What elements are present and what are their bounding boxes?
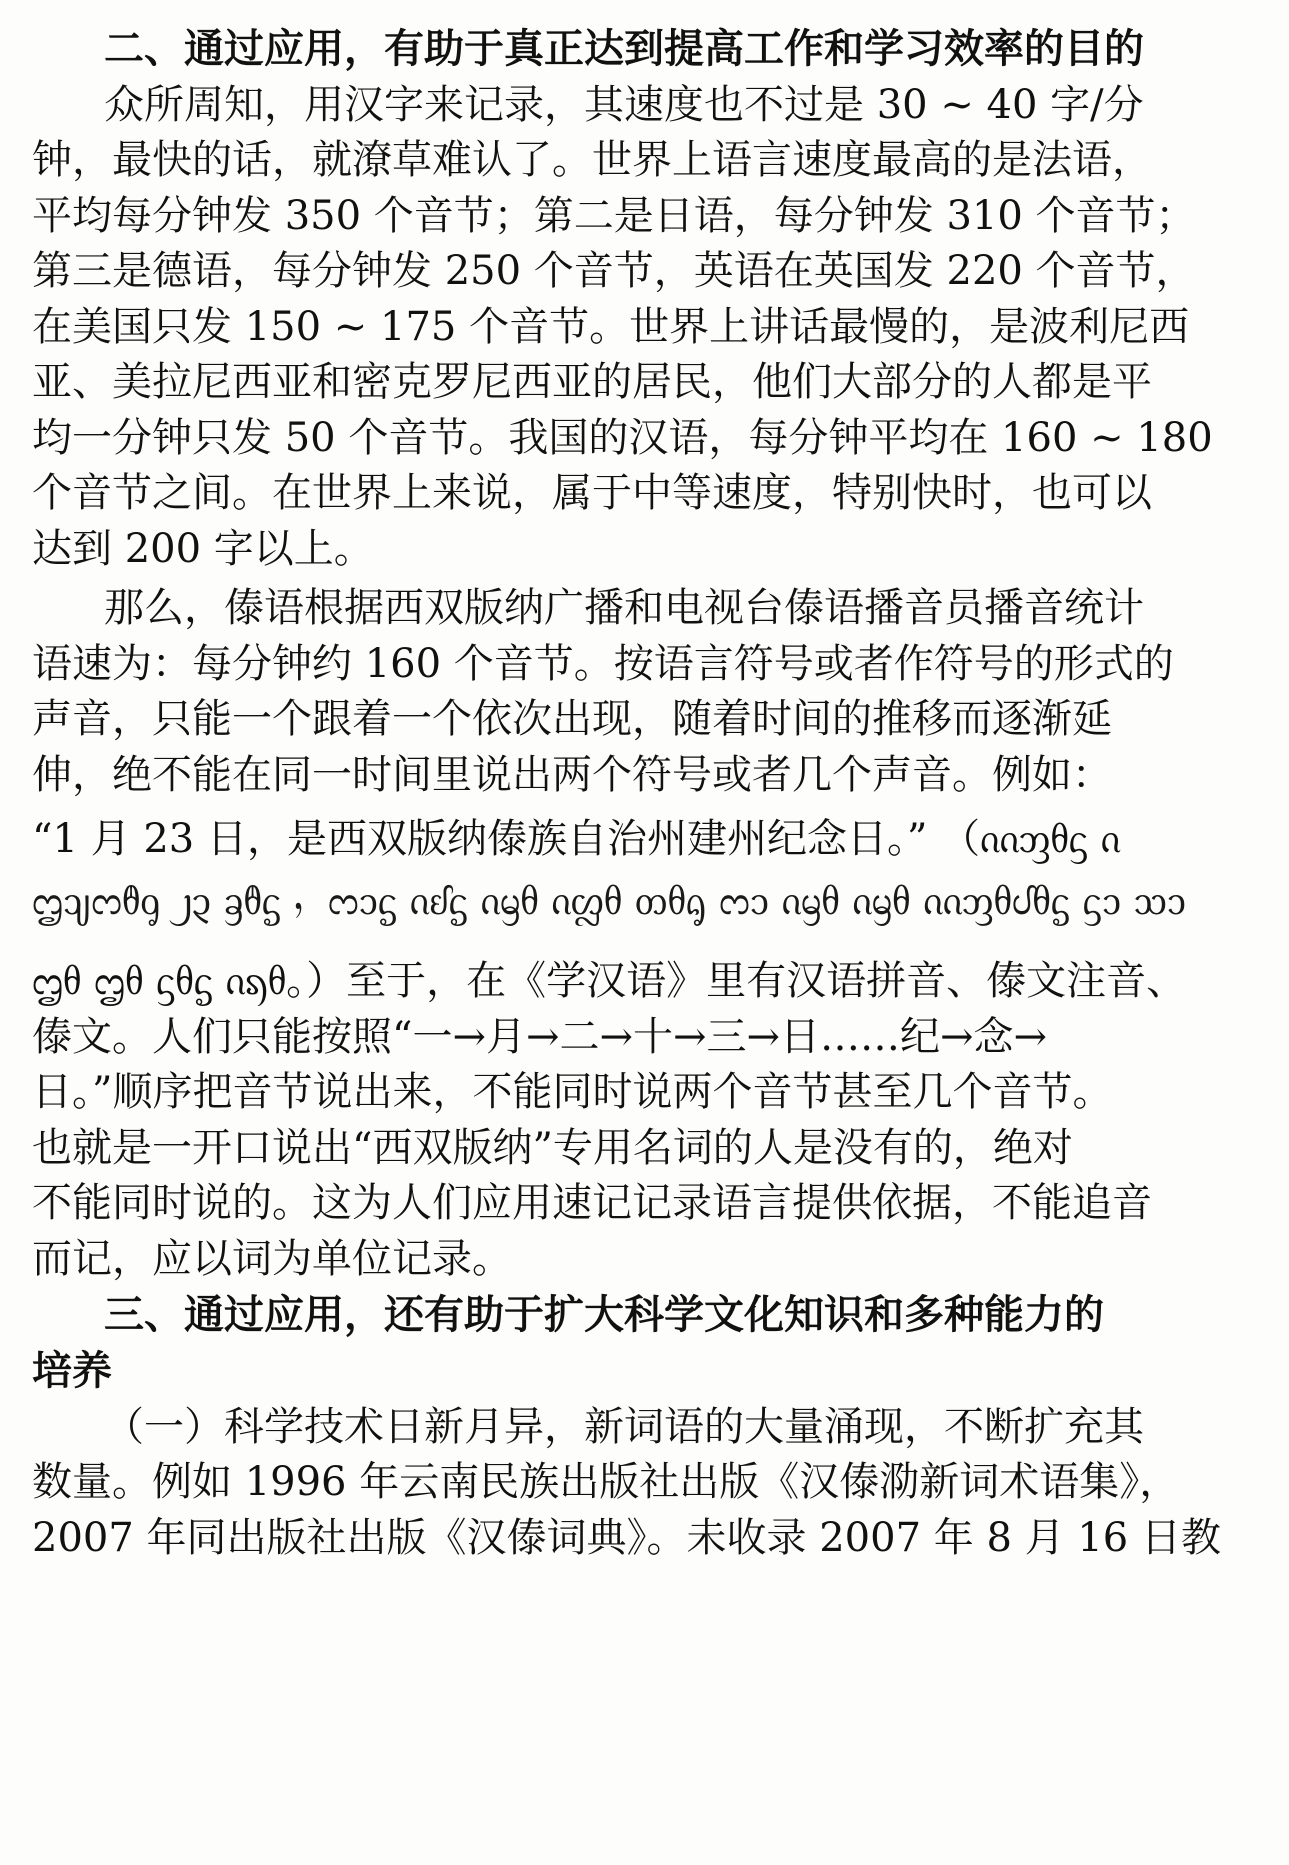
tai-script-line: ᦗᦻᦂᦹᧁ ᧒᧓ ᦃᦹᧃ ， ᦂᦱᧃ ᦵᦊᧃ ᦵᦙᦲ ᦵᦜᦲ ᦎᦲᧂ ᦂᦱ ᦵᦙᦲ ᦵᦙᦲ ᦶᦀᦲᦔᦲᧃ ᦓᦱ ᦉᦱ xyxy=(32,878,1186,924)
section-heading-3-continued: 培养 xyxy=(32,1348,112,1394)
paragraph-line: 众所周知，用汉字来记录，其速度也不过是 30 ~ 40 字/分 xyxy=(104,82,1144,128)
paragraph-line: 在美国只发 150 ~ 175 个音节。世界上讲话最慢的，是波利尼西 xyxy=(32,304,1190,350)
paragraph-line: 亚、美拉尼西亚和密克罗尼西亚的居民，他们大部分的人都是平 xyxy=(32,359,1152,405)
paragraph-line: 伸，绝不能在同一时间里说出两个符号或者几个声音。例如： xyxy=(32,752,1112,798)
paragraph-line: 也就是一开口说出“西双版纳”专用名词的人是没有的，绝对 xyxy=(32,1125,1073,1171)
paragraph-line: 平均每分钟发 350 个音节；第二是日语，每分钟发 310 个音节； xyxy=(32,193,1196,239)
paragraph-line-with-tai: “1 月 23 日，是西双版纳傣族自治州建州纪念日。” （ᦶᦀᦲᦓ ᦵ xyxy=(32,816,1121,862)
section-heading-2: 二、通过应用，有助于真正达到提高工作和学习效率的目的 xyxy=(104,26,1144,72)
paragraph-line: 第三是德语，每分钟发 250 个音节，英语在英国发 220 个音节， xyxy=(32,248,1196,294)
paragraph-line: （一）科学技术日新月异，新词语的大量涌现，不断扩充其 xyxy=(104,1404,1144,1450)
paragraph-line: 那么，傣语根据西双版纳广播和电视台傣语播音员播音统计 xyxy=(104,585,1144,631)
paragraph-line-with-tai: ᦗᦲ ᦗᦲ ᦓᦲᧃ ᦵᦣᦲ。）至于，在《学汉语》里有汉语拼音、傣文注音、 xyxy=(32,958,1187,1004)
paragraph-line: 傣文。人们只能按照“一→月→二→十→三→日……纪→念→ xyxy=(32,1014,1048,1060)
paragraph-line: 个音节之间。在世界上来说，属于中等速度，特别快时，也可以 xyxy=(32,470,1152,516)
paragraph-line: 日。”顺序把音节说出来，不能同时说两个音节甚至几个音节。 xyxy=(32,1069,1113,1115)
paragraph-line: 钟，最快的话，就潦草难认了。世界上语言速度最高的是法语， xyxy=(32,137,1152,183)
paragraph-line: 而记，应以词为单位记录。 xyxy=(32,1236,512,1282)
paragraph-line: 达到 200 字以上。 xyxy=(32,526,374,572)
paragraph-line: 声音，只能一个跟着一个依次出现，随着时间的推移而逐渐延 xyxy=(32,696,1112,742)
paragraph-line: 数量。例如 1996 年云南民族出版社出版《汉傣泐新词术语集》， xyxy=(32,1459,1180,1505)
paragraph-line: 均一分钟只发 50 个音节。我国的汉语，每分钟平均在 160 ~ 180 xyxy=(32,415,1213,461)
paragraph-line: 2007 年同出版社出版《汉傣词典》。未收录 2007 年 8 月 16 日教 xyxy=(32,1515,1221,1561)
section-heading-3: 三、通过应用，还有助于扩大科学文化知识和多种能力的 xyxy=(104,1292,1104,1338)
paragraph-line: 不能同时说的。这为人们应用速记记录语言提供依据，不能追音 xyxy=(32,1180,1152,1226)
paragraph-line: 语速为：每分钟约 160 个音节。按语言符号或者作符号的形式的 xyxy=(32,641,1174,687)
